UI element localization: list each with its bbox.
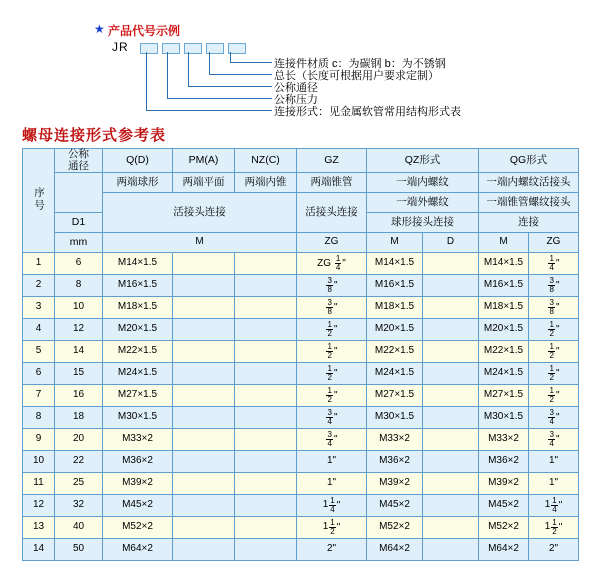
cell-nz: [235, 341, 297, 363]
cell-qg-zg: $\frac{3}{8}$ ": [529, 297, 579, 319]
cell-gz: 1 $\frac{1}{2}$ ": [297, 517, 367, 539]
cell-qg-m: M24×1.5: [479, 363, 529, 385]
group-desc-nz: 两端内锥: [235, 173, 297, 193]
cell-q: M36×2: [103, 451, 173, 473]
cell-qz-d: [423, 363, 479, 385]
cell-qz-m: M36×2: [367, 451, 423, 473]
cell-dn: 22: [55, 451, 103, 473]
cell-dn: 8: [55, 275, 103, 297]
cell-dn: 20: [55, 429, 103, 451]
group-desc-gz: 两端锥管: [297, 173, 367, 193]
cell-seq: 1: [23, 253, 55, 275]
table-body: [23, 253, 579, 561]
cell-qz-m: M14×1.5: [367, 253, 423, 275]
cell-gz: 1 $\frac{1}{4}$ ": [297, 495, 367, 517]
cell-qz-m: M52×2: [367, 517, 423, 539]
cell-qz-d: [423, 407, 479, 429]
cell-dn: 12: [55, 319, 103, 341]
cell-seq: 8: [23, 407, 55, 429]
cell-pm: [173, 319, 235, 341]
cell-pm: [173, 363, 235, 385]
cell-qg-m: M45×2: [479, 495, 529, 517]
cell-qg-zg: $\frac{1}{2}$ ": [529, 363, 579, 385]
header-row-units: [23, 233, 579, 253]
cell-seq: 13: [23, 517, 55, 539]
cell-qg-m: M16×1.5: [479, 275, 529, 297]
table-row: [23, 341, 579, 363]
cell-q: M20×1.5: [103, 319, 173, 341]
cell-q: M52×2: [103, 517, 173, 539]
cell-nz: [235, 297, 297, 319]
cell-qz-m: M45×2: [367, 495, 423, 517]
cell-qz-d: [423, 319, 479, 341]
cell-q: M39×2: [103, 473, 173, 495]
cell-qz-d: [423, 517, 479, 539]
group-code-qz: QZ形式: [367, 149, 479, 173]
table-row: [23, 451, 579, 473]
unit-m-qg: M: [479, 233, 529, 253]
cell-qz-d: [423, 451, 479, 473]
cell-qg-m: M30×1.5: [479, 407, 529, 429]
cell-nz: [235, 429, 297, 451]
cell-qg-zg: $\frac{3}{4}$ ": [529, 429, 579, 451]
leader-tail-4: [256, 98, 272, 99]
cell-gz: $\frac{1}{2}$ ": [297, 319, 367, 341]
header-row-desc: [23, 173, 579, 193]
cell-qz-d: [423, 429, 479, 451]
cell-q: M24×1.5: [103, 363, 173, 385]
cell-q: M33×2: [103, 429, 173, 451]
cell-gz: 2": [297, 539, 367, 561]
cell-seq: 11: [23, 473, 55, 495]
group-desc2-qz: 一端外螺纹: [367, 193, 479, 213]
cell-gz: $\frac{1}{2}$ ": [297, 341, 367, 363]
table-row: [23, 363, 579, 385]
unit-d-qz: D: [423, 233, 479, 253]
group-code-qg: QG形式: [479, 149, 579, 173]
cell-pm: [173, 297, 235, 319]
group-sub-q-pm-nz: 活接头连接: [103, 193, 297, 233]
cell-dn: 16: [55, 385, 103, 407]
cell-pm: [173, 517, 235, 539]
cell-qg-m: M20×1.5: [479, 319, 529, 341]
cell-qz-m: M64×2: [367, 539, 423, 561]
cell-pm: [173, 341, 235, 363]
cell-pm: [173, 495, 235, 517]
cell-gz: 1": [297, 451, 367, 473]
cell-seq: 7: [23, 385, 55, 407]
cell-pm: [173, 385, 235, 407]
cell-nz: [235, 495, 297, 517]
cell-q: M30×1.5: [103, 407, 173, 429]
cell-gz: ZG $\frac{1}{4}$ ": [297, 253, 367, 275]
cell-pm: [173, 539, 235, 561]
cell-qz-m: M33×2: [367, 429, 423, 451]
cell-qz-m: M18×1.5: [367, 297, 423, 319]
cell-pm: [173, 253, 235, 275]
cell-qg-m: M52×2: [479, 517, 529, 539]
table-row: [23, 275, 579, 297]
cell-pm: [173, 275, 235, 297]
unit-zg-qg: ZG: [529, 233, 579, 253]
cell-nz: [235, 363, 297, 385]
legend-prefix: JR: [112, 40, 129, 54]
col-header-dn: 公称通径: [55, 149, 103, 173]
cell-gz: $\frac{1}{2}$ ": [297, 363, 367, 385]
cell-qz-m: M30×1.5: [367, 407, 423, 429]
cell-qz-d: [423, 495, 479, 517]
leader-tail-1: [256, 62, 272, 63]
cell-gz: $\frac{3}{4}$ ": [297, 407, 367, 429]
cell-seq: 14: [23, 539, 55, 561]
header-row-codes: [23, 149, 579, 173]
cell-q: M22×1.5: [103, 341, 173, 363]
cell-q: M14×1.5: [103, 253, 173, 275]
cell-dn: 40: [55, 517, 103, 539]
cell-seq: 4: [23, 319, 55, 341]
group-code-gz: GZ: [297, 149, 367, 173]
leader-tail-3: [256, 86, 272, 87]
cell-qg-zg: 1 $\frac{1}{4}$ ": [529, 495, 579, 517]
cell-q: M45×2: [103, 495, 173, 517]
cell-qg-m: M18×1.5: [479, 297, 529, 319]
cell-seq: 2: [23, 275, 55, 297]
group-code-nz: NZ(C): [235, 149, 297, 173]
cell-q: M27×1.5: [103, 385, 173, 407]
cell-q: M16×1.5: [103, 275, 173, 297]
col-header-seq: 序号: [23, 149, 55, 253]
cell-qz-d: [423, 539, 479, 561]
group-desc-qz: 一端内螺纹: [367, 173, 479, 193]
table-header: [23, 149, 579, 253]
cell-nz: [235, 385, 297, 407]
cell-nz: [235, 517, 297, 539]
cell-dn: 14: [55, 341, 103, 363]
table-row: [23, 429, 579, 451]
leader-line-1: [230, 52, 257, 63]
star-icon: ★: [94, 22, 105, 36]
col-header-d1: D1: [55, 213, 103, 233]
cell-qg-m: M14×1.5: [479, 253, 529, 275]
leader-tail-2: [256, 74, 272, 75]
table-row: [23, 253, 579, 275]
cell-qz-m: M16×1.5: [367, 275, 423, 297]
cell-q: M64×2: [103, 539, 173, 561]
cell-seq: 9: [23, 429, 55, 451]
cell-seq: 6: [23, 363, 55, 385]
nut-connection-table: [22, 148, 579, 561]
cell-nz: [235, 253, 297, 275]
group-desc-q: 两端球形: [103, 173, 173, 193]
cell-qz-d: [423, 275, 479, 297]
group-desc-pm: 两端平面: [173, 173, 235, 193]
group-code-q: Q(D): [103, 149, 173, 173]
cell-nz: [235, 539, 297, 561]
cell-seq: 5: [23, 341, 55, 363]
cell-gz: $\frac{1}{2}$ ": [297, 385, 367, 407]
table-row: [23, 473, 579, 495]
table-row: [23, 495, 579, 517]
table-row: [23, 385, 579, 407]
nut-connection-table-wrap: [22, 148, 578, 561]
unit-m-qz: M: [367, 233, 423, 253]
cell-qg-m: M27×1.5: [479, 385, 529, 407]
callout-connection-type: 连接形式：见金属软管常用结构形式表: [274, 106, 461, 118]
unit-zg-gz: ZG: [297, 233, 367, 253]
col-header-mm: mm: [55, 233, 103, 253]
table-row: [23, 407, 579, 429]
leader-tail-5: [256, 110, 272, 111]
cell-seq: 10: [23, 451, 55, 473]
cell-gz: $\frac{3}{4}$ ": [297, 429, 367, 451]
cell-seq: 12: [23, 495, 55, 517]
cell-nz: [235, 451, 297, 473]
cell-qz-m: M20×1.5: [367, 319, 423, 341]
cell-qz-d: [423, 297, 479, 319]
cell-qz-d: [423, 473, 479, 495]
group-sub-qg: 连接: [479, 213, 579, 233]
cell-pm: [173, 473, 235, 495]
cell-nz: [235, 275, 297, 297]
table-row: [23, 319, 579, 341]
table-row: [23, 297, 579, 319]
cell-qg-m: M33×2: [479, 429, 529, 451]
header-row-desc2: [23, 193, 579, 213]
cell-pm: [173, 407, 235, 429]
cell-nz: [235, 319, 297, 341]
page-title: 螺母连接形式参考表: [22, 127, 167, 144]
table-row: [23, 539, 579, 561]
cell-nz: [235, 473, 297, 495]
cell-qz-m: M22×1.5: [367, 341, 423, 363]
cell-dn: 18: [55, 407, 103, 429]
cell-dn: 6: [55, 253, 103, 275]
table-row: [23, 517, 579, 539]
callout-material: 连接件材质 c：为碳钢 b：为不锈钢: [274, 58, 446, 70]
cell-seq: 3: [23, 297, 55, 319]
cell-qg-zg: 1": [529, 473, 579, 495]
cell-qg-zg: 2": [529, 539, 579, 561]
cell-qg-zg: $\frac{3}{8}$ ": [529, 275, 579, 297]
cell-qz-m: M24×1.5: [367, 363, 423, 385]
group-desc-qg: 一端内螺纹活接头: [479, 173, 579, 193]
cell-qg-m: M39×2: [479, 473, 529, 495]
callout-nominal-pressure: 公称压力: [274, 94, 318, 106]
cell-qz-m: M39×2: [367, 473, 423, 495]
cell-qg-zg: 1 $\frac{1}{2}$ ": [529, 517, 579, 539]
cell-qz-m: M27×1.5: [367, 385, 423, 407]
cell-qg-zg: $\frac{1}{2}$ ": [529, 385, 579, 407]
group-code-pm: PM(A): [173, 149, 235, 173]
cell-qg-zg: $\frac{3}{4}$ ": [529, 407, 579, 429]
cell-dn: 15: [55, 363, 103, 385]
cell-q: M18×1.5: [103, 297, 173, 319]
unit-m-qpmnz: M: [103, 233, 297, 253]
cell-qg-m: M64×2: [479, 539, 529, 561]
callout-nominal-diameter: 公称通径: [274, 82, 318, 94]
legend-title: 产品代号示例: [108, 24, 181, 38]
cell-qg-zg: $\frac{1}{2}$ ": [529, 319, 579, 341]
callout-length: 总长（长度可根据用户要求定制）: [274, 70, 439, 82]
cell-dn: 32: [55, 495, 103, 517]
cell-qg-m: M36×2: [479, 451, 529, 473]
cell-dn: 10: [55, 297, 103, 319]
cell-qz-d: [423, 385, 479, 407]
cell-nz: [235, 407, 297, 429]
cell-qg-zg: 1": [529, 451, 579, 473]
cell-dn: 25: [55, 473, 103, 495]
cell-qg-m: M22×1.5: [479, 341, 529, 363]
cell-gz: $\frac{3}{8}$ ": [297, 297, 367, 319]
cell-qz-d: [423, 253, 479, 275]
cell-qg-zg: $\frac{1}{4}$ ": [529, 253, 579, 275]
product-code-legend: [0, 0, 600, 118]
group-desc2-qg: 一端锥管螺纹接头: [479, 193, 579, 213]
cell-pm: [173, 451, 235, 473]
group-sub-qz: 球形接头连接: [367, 213, 479, 233]
cell-pm: [173, 429, 235, 451]
cell-gz: $\frac{3}{8}$ ": [297, 275, 367, 297]
cell-dn: 50: [55, 539, 103, 561]
col-header-dn-blank: [55, 173, 103, 213]
cell-qz-d: [423, 341, 479, 363]
cell-qg-zg: $\frac{1}{2}$ ": [529, 341, 579, 363]
cell-gz: 1": [297, 473, 367, 495]
group-sub-gz: 活接头连接: [297, 193, 367, 233]
